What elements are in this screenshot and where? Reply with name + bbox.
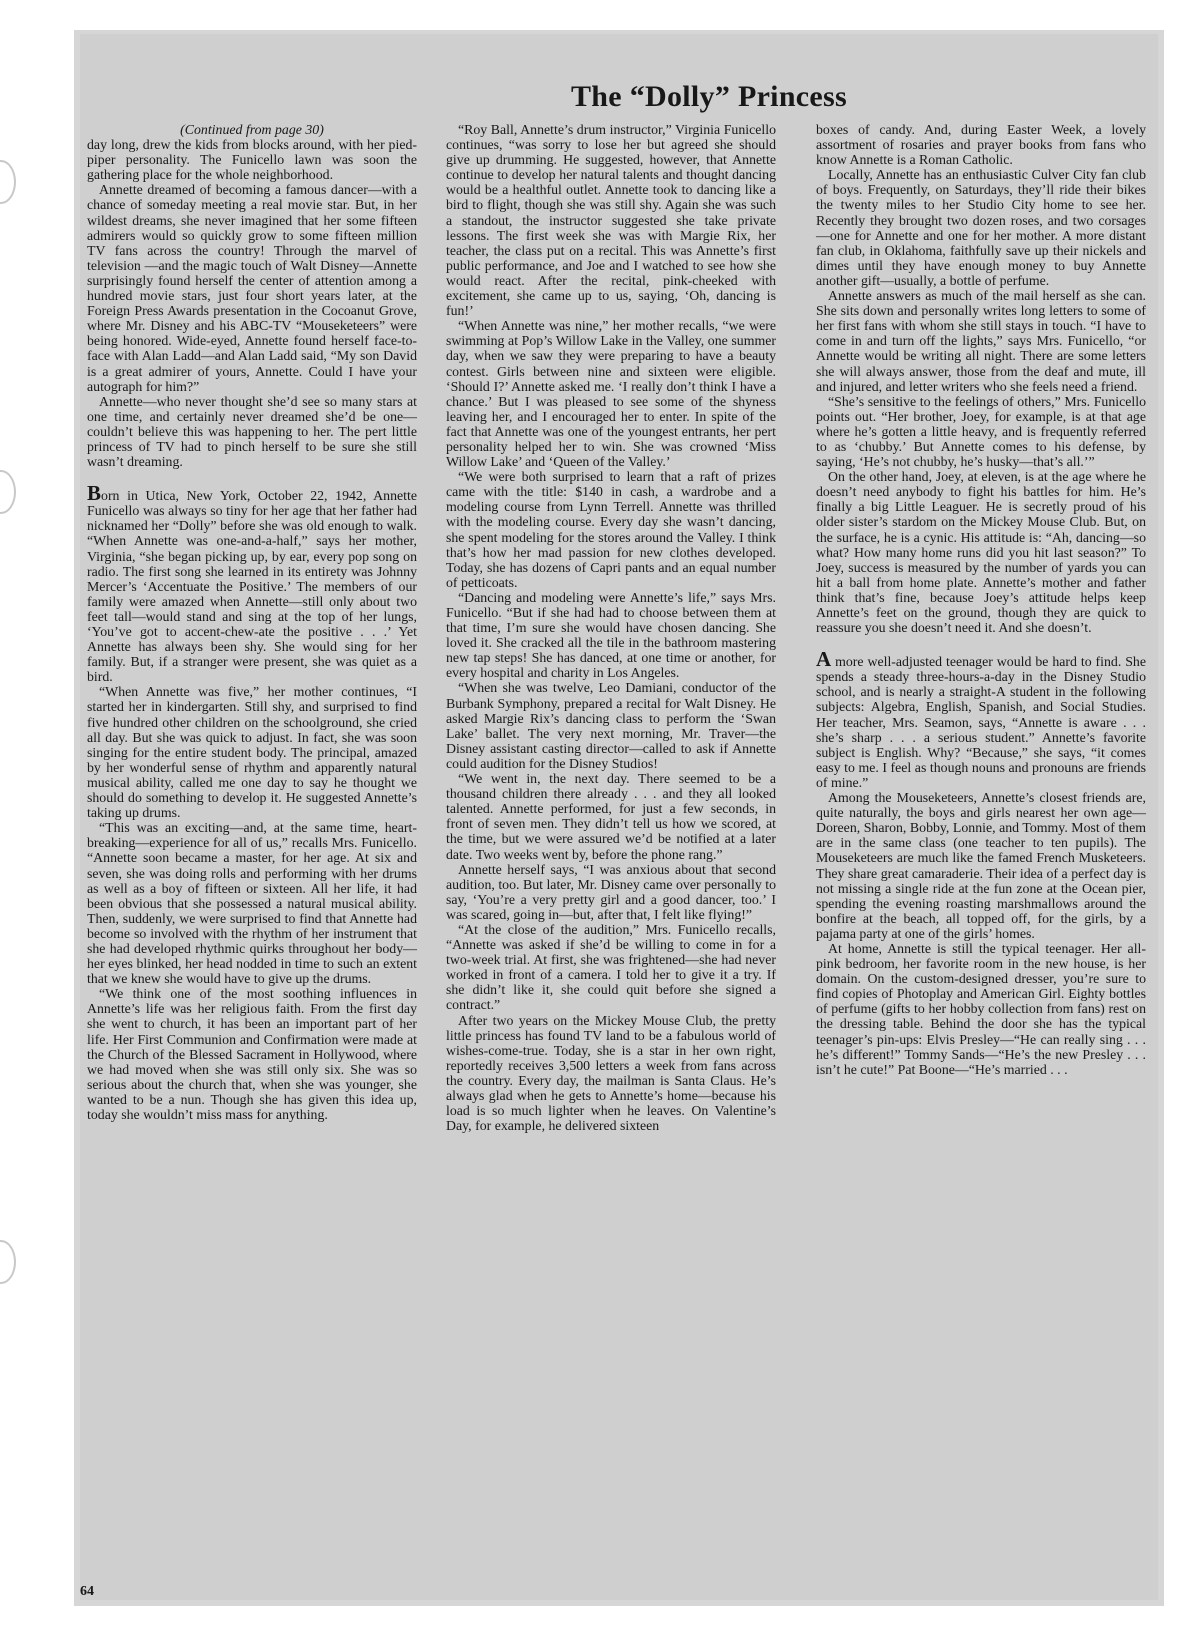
paragraph: Annette—who never thought she’d see so many stars at one time, and certainly never dreamed she’d be one—couldn’t believe this was happening to her. The pert little princess of TV had to pinch herself to be sure she still wasn’t dreaming. [87, 393, 417, 470]
paragraph: After two years on the Mickey Mouse Club, the pretty little princess has found TV land to be a fabulous world of wishes-come-true. Today, she is a star in her own right, reportedly receives 3,500 letters a week from fans across the country. Every day, the mailman is Santa Claus. He’s always glad when he gets to Annette’s home—because his load is so much lighter when he leaves. On Valentine’s Day, for example, he delivered sixteen [446, 1012, 776, 1134]
paragraph: “We were both surprised to learn that a raft of prizes came with the title: $140 in cash, a wardrobe and a modeling course from Lynn Terrell. Annette was thrilled with the modeling course. Every day she wasn’t dancing, she spent modeling for the stores around the Valley. I think that’s how her mad passion for new clothes developed. Today, she has dozens of Capri pants and an equal number of petticoats. [446, 469, 776, 590]
paragraph: On the other hand, Joey, at eleven, is at the age where he doesn’t need anybody to fight his battles for him. He’s finally a big Little Leaguer. He is secretly proud of his older sister’s stardom on the Mickey Mouse Club. But, on the surface, he is a cynic. His attitude is: “Ah, dancing—so what? How many home runs did you hit last season?” To Joey, success is measured by the number of yards you can hit a ball from home plate. Annette’s mother and father think that’s fine, because Joey’s attitude helps keep Annette’s feet on the ground, though they are quick to reassure you she doesn’t need it. And she doesn’t. [816, 469, 1146, 636]
magazine-page [80, 34, 1158, 1600]
paragraph: “We think one of the most soothing influences in Annette’s life was her religious faith. From the first day she went to church, it has been an important part of her life. Her First Communion and Confirmation were made at the Church of the Blessed Sacrament in Hollywood, where we had moved when she was still only six. She was so serious about the church that, when she was younger, she wanted to be a nun. Though she has given this idea up, today she wouldn’t miss mass for anything. [87, 986, 417, 1122]
continued-page: 30 [305, 122, 320, 137]
binder-hole [0, 160, 16, 204]
paragraph: “At the close of the audition,” Mrs. Funicello recalls, “Annette was asked if she’d be willing to come in for a two-week trial. At first, she was frightened—she had never worked in front of a camera. I told her to give it a try. If she didn’t like it, she could quit before she signed a contract.” [446, 921, 776, 1013]
paragraph: “She’s sensitive to the feelings of others,” Mrs. Funicello points out. “Her brother, Joey, for example, is at that age where he’s gotten a little heavy, and is frequently referred to as ‘chubby.’ But Annette comes to his defense, by saying, ‘He’s not chubby, he’s husky—that’s all.’” [816, 393, 1146, 470]
continued-suffix: ) [319, 122, 324, 137]
column-1 [87, 122, 417, 1122]
paragraph: boxes of candy. And, during Easter Week, a lovely assortment of rosaries and prayer books from fans who know Annette is a Roman Catholic. [816, 122, 1146, 168]
continued-prefix: (Continued from page [180, 122, 306, 137]
paragraph: “Roy Ball, Annette’s drum instructor,” Virginia Funicello continues, “was sorry to lose her but agreed she should give up drumming. He suggested, however, that Annette continue to develop her natural talents and thought dancing would be a healthful outlet. Annette took to dancing like a bird to flight, though she was still shy. Again she was such a standout, the instructor suggested she take private lessons. The first week she was with Margie Rix, her teacher, the class put on a recital. This was Annette’s first public performance, and Joe and I watched to see how she would react. After the recital, pink-cheeked with excitement, she came up to us, saying, ‘Oh, dancing is fun!’ [446, 122, 776, 319]
binder-hole [0, 1240, 16, 1284]
article-title: The “Dolly” Princess [571, 80, 847, 113]
paragraph: Annette answers as much of the mail herself as she can. She sits down and personally writes long letters to some of her first fans with whom she still stays in touch. “I have to come in and turn off the lights,” says Mrs. Funicello, “or Annette would be writing all night. There are some letters she will always answer, those from the deaf and mute, ill and injured, and letter writers who she feels need a friend. [816, 288, 1146, 394]
continued-note [87, 122, 417, 137]
paragraph: Annette herself says, “I was anxious about that second audition, too. But later, Mr. Disney came over personally to say, ‘You’re a very pretty girl and a good dancer, too.’ I was scared, going in—but, after that, I felt like flying!” [446, 861, 776, 922]
paragraph-text: more well-adjusted teenager would be hard to find. She spends a steady three-hours-a-day in the Disney Studio school, and is nearly a straight-A student in the following subjects: Algebra, English, Spanish, and Social Studies. Her teacher, Mrs. Seamon, says, “Annette is aware . . . she’s sharp . . . a serious student.” Annette’s favorite subject is English. Why? “Because,” she says, “it comes easy to me. I feel as though nouns and pronouns are friends of mine.” [816, 654, 1146, 790]
section-opening-paragraph [816, 647, 1146, 790]
binder-hole [0, 470, 16, 514]
scan-margin [0, 0, 74, 1642]
section-opening-paragraph [87, 481, 417, 685]
column-2 [446, 122, 776, 1133]
page-number: 64 [80, 1584, 94, 1599]
paragraph: Locally, Annette has an enthusiastic Culver City fan club of boys. Frequently, on Saturdays, they’ll ride their bikes the twenty miles to her Studio City home to see her. Recently they brought two dozen roses, and two corsages—one for Annette and one for her mother. A more distant fan club, in Oklahoma, faithfully save up their nickels and dimes until they have enough money to buy Annette another gift—usually, a bottle of perfume. [816, 167, 1146, 288]
paragraph: Annette dreamed of becoming a famous dancer—with a chance of someday meeting a real movie star. But, in her wildest dreams, she never imagined that her some fifteen admirers would so quickly grow to some fifteen million TV fans across the country! Through the marvel of television —and the magic touch of Walt Disney—Annette surprisingly found herself the center of attention among a hundred movie stars, just four short years later, at the Foreign Press Awards presentation in the Cocoanut Grove, where Mr. Disney and his ABC-TV “Mouseketeers” were being honored. Wide-eyed, Annette found herself face-to-face with Alan Ladd—and Alan Ladd said, “My son David is a great admirer of yours, Annette. Could I have your autograph for him?” [87, 182, 417, 394]
paragraph: “When Annette was five,” her mother continues, “I started her in kindergarten. Still shy, and surprised to find five hundred other children on the schoolground, she cried all day. But she was quick to adjust. In fact, she was soon singing for the entire student body. The principal, amazed by her wonderful sense of rhythm and apparently natural musical ability, called me one day to say he thought we should do something to develop it. He suggested Annette’s taking up drums. [87, 684, 417, 821]
paragraph: “This was an exciting—and, at the same time, heart-breaking—experience for all of us,” recalls Mrs. Funicello. “Annette soon became a master, for her age. At six and seven, she was doing rolls and performing with her drums as well as a boy of fifteen or sixteen. All her life, it had been obvious that she possessed a natural musical ability. Then, suddenly, we were surprised to find that Annette had become so involved with the rhythm of her instrument that she had developed rhythmic quirks throughout her body—her eyes blinked, her head nodded in time to such an extent that we knew she would have to give up the drums. [87, 820, 417, 987]
paragraph: “We went in, the next day. There seemed to be a thousand children there already . . . and they all looked talented. Annette performed, for just a few seconds, in front of seven men. They didn’t tell us how we scored, at the time, but we were assured we’d be notified at a later date. Two weeks went by, before the phone rang.” [446, 771, 776, 862]
paragraph: At home, Annette is still the typical teenager. Her all-pink bedroom, her favorite room in the new house, is her domain. On the custom-designed dresser, you’re sure to find copies of Photoplay and American Girl. Eighty bottles of perfume (gifts to her hobby collection from fans) rest on the dressing table. Behind the door she has the typical teenager’s pin-ups: Elvis Presley—“He can really sing . . . he’s different!” Tommy Sands—“He’s the new Presley . . . isn’t he cute!” Pat Boone—“He’s married . . . [816, 940, 1146, 1077]
paragraph: “When she was twelve, Leo Damiani, conductor of the Burbank Symphony, prepared a recital for Walt Disney. He asked Margie Rix’s dancing class to perform the ‘Swan Lake’ ballet. The very next morning, Mr. Traver—the Disney assistant casting director—called to ask if Annette could audition for the Disney Studios! [446, 680, 776, 771]
paragraph: day long, drew the kids from blocks around, with her pied-piper personality. The Funicello lawn was soon the gathering place for the whole neighborhood. [87, 137, 417, 183]
paragraph: “When Annette was nine,” her mother recalls, “we were swimming at Pop’s Willow Lake in the Valley, one summer day, when we saw they were preparing to have a beauty contest. Girls between nine and sixteen were eligible. ‘Should I?’ Annette asked me. ‘I really don’t think I have a chance.’ But I was pleased to see some of the shyness leaving her, and I encouraged her to enter. In spite of the fact that Annette was one of the youngest entrants, her pert personality helped her to win. She was crowned ‘Miss Willow Lake’ and ‘Queen of the Valley.’ [446, 318, 776, 470]
column-3 [816, 122, 1146, 1077]
initial-letter: A [816, 647, 832, 672]
paragraph-text: orn in Utica, New York, October 22, 1942, Annette Funicello was always so tiny for her age that her father had nicknamed her “Dolly” before she was old enough to walk. “When Annette was one-and-a-half,” says her mother, Virginia, “she began picking up, by ear, every pop song on radio. The first song she learned in its entirety was Johnny Mercer’s ‘Accentuate the Positive.’ The members of our family were amazed when Annette—still only about two feet tall—would stand and sing at the top of her lungs, ‘You’ve got to accent-chew-ate the positive . . .’ Yet Annette has always been shy. She would sing for her family. But, if a stranger were present, she was quiet as a bird. [87, 488, 417, 685]
initial-letter: B [87, 481, 102, 506]
paragraph: “Dancing and modeling were Annette’s life,” says Mrs. Funicello. “But if she had had to choose between them at that time, I’m sure she would have chosen dancing. She loved it. She cracked all the tile in the bathroom mastering new tap steps! She has danced, at one time or another, for every hospital and charity in Los Angeles. [446, 589, 776, 681]
paragraph: Among the Mouseketeers, Annette’s closest friends are, quite naturally, the boys and girls nearest her own age—Doreen, Sharon, Bobby, Lonnie, and Tommy. Most of them are in the same class (one teacher to ten pupils). The Mouseketeers are much like the famed French Musketeers. They share great camaraderie. Their idea of a perfect day is not missing a single ride at the fun zone at the Ocean pier, spending the evening roasting marshmallows around the bonfire at the beach, all topped off, for the girls, by a pajama party at one of the girls’ homes. [816, 790, 1146, 941]
